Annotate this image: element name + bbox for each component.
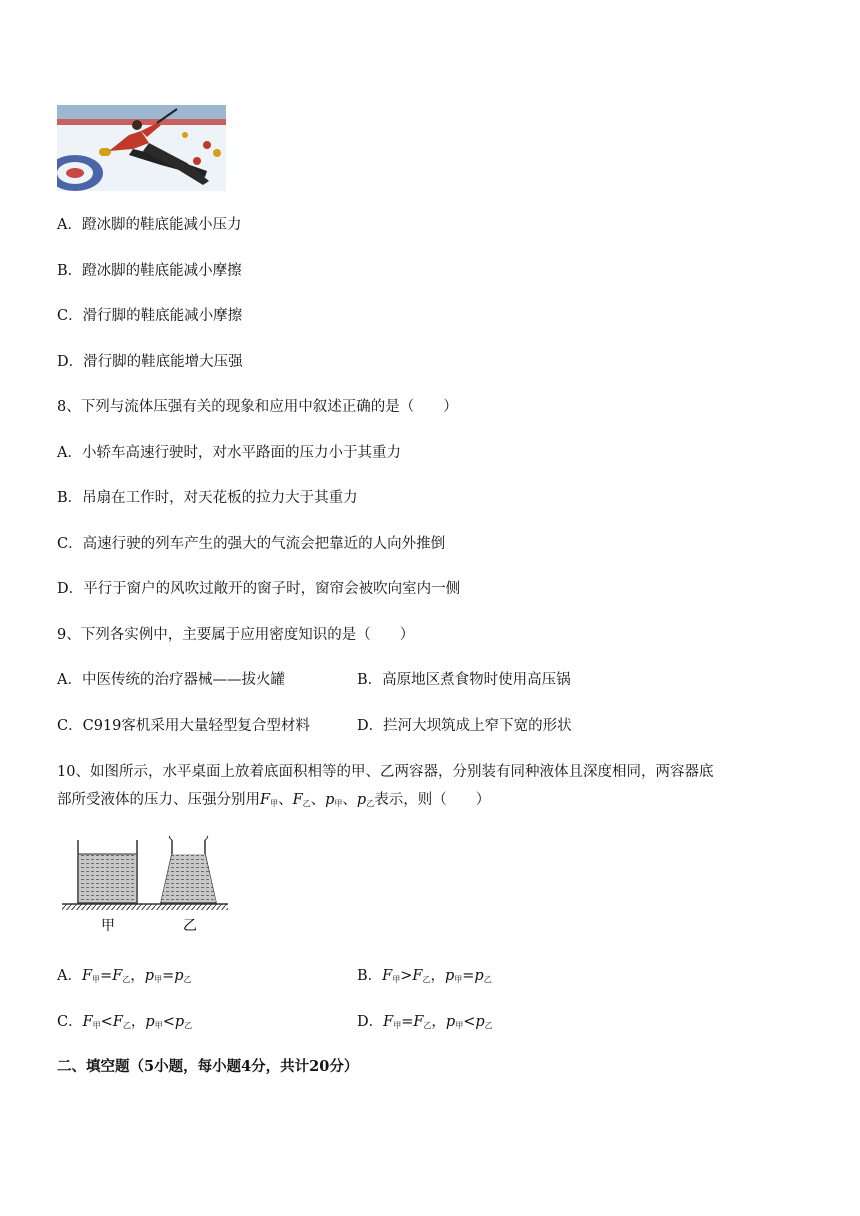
q9-option-c: C．C919客机采用大量轻型复合型材料 <box>57 718 310 734</box>
q8-option-a: A．小轿车高速行驶时，对水平路面的压力小于其重力 <box>57 445 401 461</box>
q7-option-d: D．滑行脚的鞋底能增大压强 <box>57 354 243 370</box>
section2-title: 二、填空题（5小题，每小题4分，共计20分） <box>57 1058 359 1075</box>
label-jia: 甲 <box>101 918 115 934</box>
q7-option-a: A．蹬冰脚的鞋底能减小压力 <box>57 217 242 233</box>
q10-option-d: D．$F_甲=F_乙$，$p_甲<p_乙$ <box>357 1014 493 1030</box>
q9-option-d: D．拦河大坝筑成上窄下宽的形状 <box>357 718 572 734</box>
q10-option-a: A．$F_甲=F_乙$，$p_甲=p_乙$ <box>57 968 192 984</box>
q8-option-b: B．吊扇在工作时，对天花板的拉力大于其重力 <box>57 490 358 506</box>
q7-option-c: C．滑行脚的鞋底能减小摩擦 <box>57 308 243 324</box>
q8-option-d: D．平行于窗户的风吹过敞开的窗子时，窗帘会被吹向室内一侧 <box>57 581 461 597</box>
q9-option-a: A．中医传统的治疗器械——拔火罐 <box>57 672 285 688</box>
q8-stem: 8、下列与流体压强有关的现象和应用中叙述正确的是（ ） <box>57 399 458 415</box>
q9-option-b: B．高原地区煮食物时使用高压锅 <box>357 672 571 688</box>
curling-photo <box>57 105 226 191</box>
q10-stem-line2: 部所受液体的压力、压强分别用$F_甲$、$F_乙$、$p_甲$、$p_乙$表示，则（ ） <box>57 792 491 808</box>
q10-stem-line1: 10、如图所示，水平桌面上放着底面积相等的甲、乙两容器，分别装有同种液体且深度相同，两容器底 <box>57 764 714 780</box>
q8-option-c: C．高速行驶的列车产生的强大的气流会把靠近的人向外推倒 <box>57 536 446 552</box>
q7-option-b: B．蹬冰脚的鞋底能减小摩擦 <box>57 263 242 279</box>
containers-diagram <box>60 834 230 936</box>
q9-stem: 9、下列各实例中，主要属于应用密度知识的是（ ） <box>57 627 415 643</box>
label-yi: 乙 <box>183 918 197 934</box>
q10-option-b: B．$F_甲>F_乙$，$p_甲=p_乙$ <box>357 968 492 984</box>
q10-option-c: C．$F_甲<F_乙$，$p_甲<p_乙$ <box>57 1014 193 1030</box>
